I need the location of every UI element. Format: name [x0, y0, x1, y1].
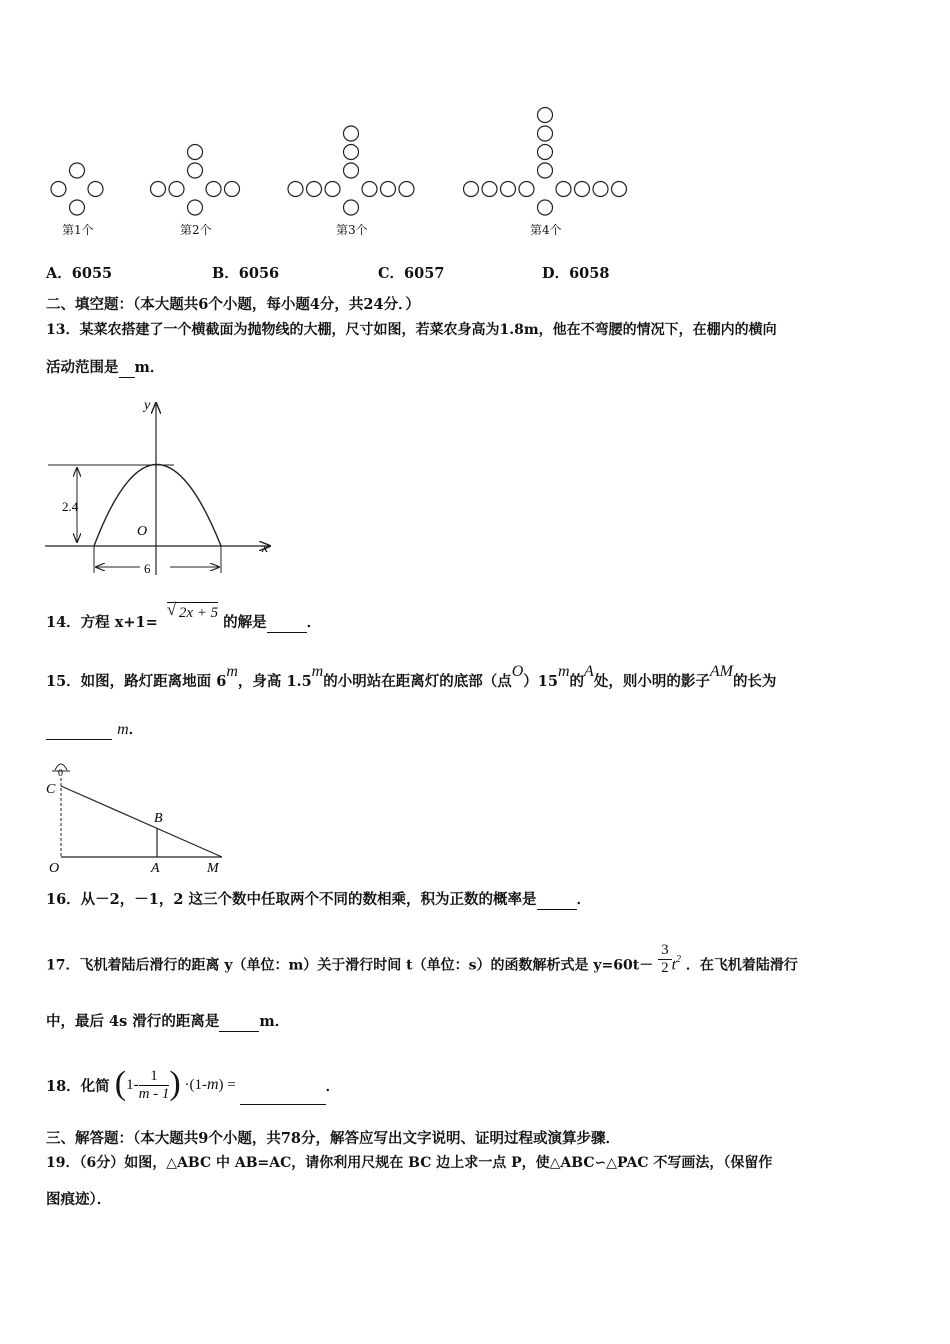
pattern-circle-fig3	[288, 182, 303, 197]
figure-label-3: 第3个	[336, 223, 368, 237]
lamp-figure	[44, 758, 244, 878]
section3-heading: 三、解答题：（本大题共9个小题，共78分，解答应写出文字说明、证明过程或演算步骤．	[46, 1130, 621, 1147]
pattern-circle-fig3	[325, 182, 340, 197]
pattern-circle-fig3	[362, 182, 377, 197]
pattern-circle-fig3	[344, 126, 359, 141]
pattern-circle-fig4	[612, 182, 627, 197]
pattern-circle-fig2	[188, 145, 203, 160]
option-a: A．6055	[46, 265, 113, 282]
origin-label: O	[137, 524, 148, 539]
label-B: B	[154, 811, 163, 826]
pattern-circle-fig2	[151, 182, 166, 197]
light-ray	[61, 786, 222, 857]
pattern-circle-fig4	[538, 126, 553, 141]
pattern-circle-fig4	[519, 182, 534, 197]
option-c: C．6057	[378, 265, 445, 282]
pattern-circle-fig4	[556, 182, 571, 197]
label-O: O	[49, 861, 60, 876]
figure-label-1: 第1个	[62, 223, 94, 237]
pattern-circle-fig1	[88, 182, 103, 197]
q15-text-line1: 15．如图，路灯距离地面 6m，身高 1.5m的小明站在距离灯的底部（点O）15m的A处，则小明的影子AM的长为	[46, 663, 777, 690]
pattern-circle-fig4	[501, 182, 516, 197]
figure-label-2: 第2个	[180, 223, 212, 237]
option-b: B．6056	[212, 265, 280, 282]
pattern-circle-fig1	[51, 182, 66, 197]
q17-text-line2: 中，最后 4s 滑行的距离是 m．	[46, 1013, 290, 1030]
parabola-curve	[94, 465, 221, 547]
q15-text-line2: m．	[46, 720, 143, 740]
pattern-circle-fig2	[169, 182, 184, 197]
q13-text-line2: 活动范围是 m．	[46, 359, 165, 376]
section2-heading: 二、填空题：（本大题共6个小题，每小题4分，共24分．）	[46, 296, 420, 313]
q19-text-line2: 图痕迹）．	[46, 1191, 112, 1208]
label-M: M	[207, 861, 219, 876]
width-label: 6	[144, 561, 151, 576]
pattern-circle-fig1	[70, 200, 85, 215]
option-d: D．6058	[542, 265, 610, 282]
pattern-circle-fig3	[344, 200, 359, 215]
pattern-circle-fig3	[344, 163, 359, 178]
figure-label-4: 第4个	[530, 223, 562, 237]
pattern-circle-fig2	[188, 200, 203, 215]
label-top: 0	[58, 768, 63, 779]
pattern-circle-fig2	[225, 182, 240, 197]
pattern-circle-fig2	[206, 182, 221, 197]
pattern-circle-fig3	[399, 182, 414, 197]
pattern-circle-fig4	[482, 182, 497, 197]
q16-text: 16．从－2，－1，2 这三个数中任取两个不同的数相乘，积为正数的概率是 ．	[46, 891, 591, 908]
pattern-circle-fig2	[188, 163, 203, 178]
pattern-circle-fig4	[593, 182, 608, 197]
q19-text-line1: 19．（6分）如图，△ABC 中 AB=AC，请你利用尺规在 BC 边上求一点 P，使△ABC∽△PAC 不写画法，（保留作	[46, 1155, 773, 1171]
paren-expression: (1- $\frac{1}{m - 1}$ ) ·(1-m) =	[114, 1064, 236, 1102]
pattern-circle-fig3	[381, 182, 396, 197]
pattern-circle-fig4	[538, 145, 553, 160]
pattern-circle-fig3	[344, 145, 359, 160]
q14-text: 14．方程 x+1= √ 2x + 5 的解是 ．	[46, 600, 322, 631]
pattern-circle-fig3	[307, 182, 322, 197]
pattern-circle-fig4	[538, 108, 553, 123]
q13-text-line1: 13．某菜农搭建了一个横截面为抛物线的大棚，尺寸如图，若菜农身高为1.8m，他在不弯腰的情况下，在棚内的横向	[46, 322, 777, 338]
pattern-circle-fig1	[70, 163, 85, 178]
pattern-circle-fig4	[538, 200, 553, 215]
pattern-circle-fig4	[464, 182, 479, 197]
y-label: y	[144, 398, 151, 413]
parabola-graph	[40, 395, 280, 585]
x-label: x	[262, 541, 269, 556]
height-label: 2.4	[62, 499, 79, 514]
circle-pattern-figures	[0, 0, 950, 250]
label-C: C	[46, 782, 56, 797]
q17-text-line1: 17．飞机着陆后滑行的距离 y（单位：m）关于滑行时间 t（单位：s）的函数解析式是 y=60t－ $\frac{3}{2}$ $t^2$ ．在飞机着陆滑行	[46, 942, 798, 976]
radical: √ 2x + 5	[166, 600, 219, 621]
pattern-circle-fig4	[538, 163, 553, 178]
label-A: A	[151, 861, 160, 876]
pattern-circle-fig4	[575, 182, 590, 197]
q18-text: 18．化简 (1- $\frac{1}{m - 1}$ ) ·(1-m) = ．	[46, 1070, 340, 1105]
